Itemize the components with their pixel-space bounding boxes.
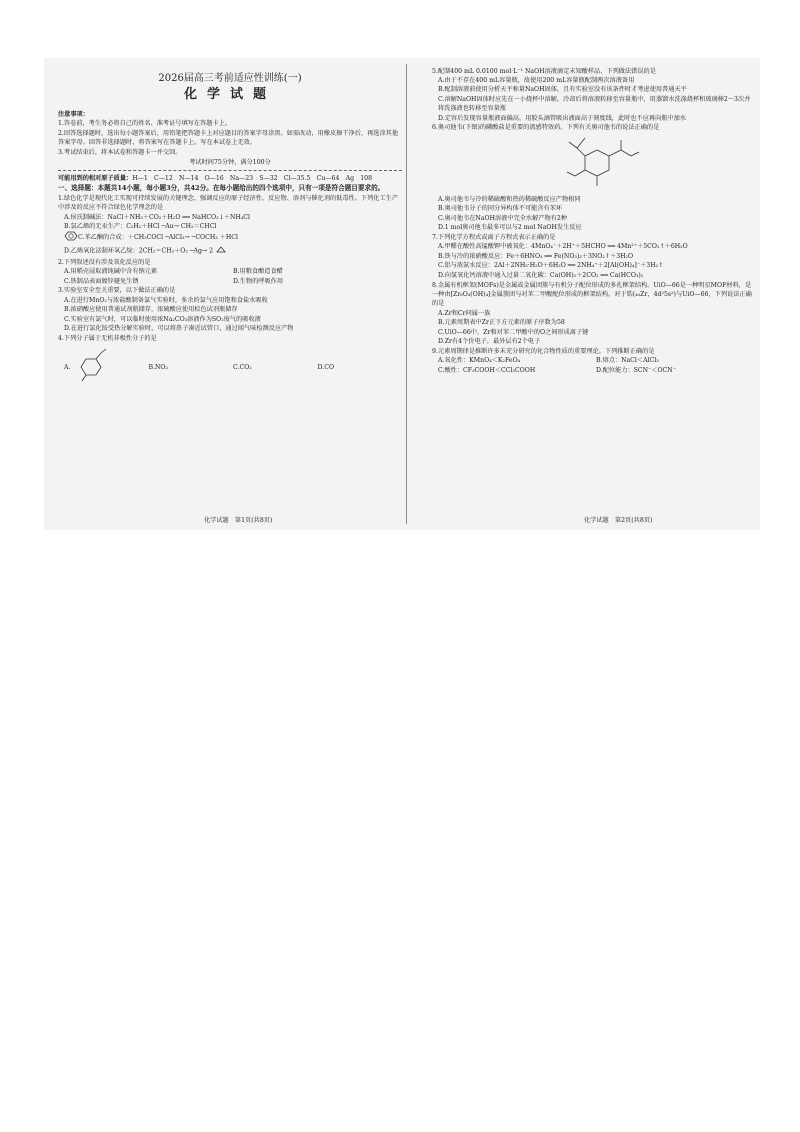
question-7-option-a: A.甲醛在酸性高锰酸钾中被氧化：4MnO₄⁻＋2H⁺＋5HCHO ══ 4Mn²⁺＋5CO₂↑＋6H₂O — [438, 243, 688, 251]
question-8-option-c: C.UiO—66中，Zr和对苯二甲酸中的O之间形成离子键 — [438, 328, 589, 336]
question-2-option-b: B.用粮食酿造食醋 — [233, 268, 283, 276]
page-1-column — [58, 66, 402, 391]
question-9-options-row-2 — [432, 366, 754, 375]
exam-sheet — [44, 58, 760, 530]
question-9-option-a: A.氧化性：KMnO₄＜K₂FeO₄ — [438, 357, 521, 365]
page-1-footer: 化学试题 第1页(共8页) — [204, 517, 273, 524]
question-2-options-row-1 — [58, 267, 402, 276]
question-1-option-b: B.氯乙烯的无汞生产：C₂H₂＋HCl ─Au→ CH₂＝CHCl — [64, 222, 217, 230]
question-3-option-b: B.浓硝酸应使用普通试剂瓶储存，浓硫酸应使用棕色试剂瓶储存 — [64, 306, 238, 314]
question-2-option-a: A.用稻壳浸取液纯碱中含有钠元素 — [64, 268, 158, 276]
question-8-option-d: D.Zr有4个价电子，最外层有2个电子 — [438, 337, 541, 345]
note-item: 2.回答选择题时，选出每小题答案后，用铅笔把答题卡上对应题目的答案字母涂黑。如需改动，用橡皮擦干净后，再选涂其他答案字母。回答非选择题时，将答案写在答题卡上，写在本试卷上无效。 — [58, 129, 399, 147]
question-9-option-b: B.熔点：NaCl＜AlCl₃ — [596, 357, 659, 365]
question-6-option-c: C.奥司他韦在NaOH溶液中完全水解产物有2种 — [438, 214, 567, 222]
question-7-stem: 7.下列化学方程式或离子方程式表示正确的是 — [432, 233, 556, 241]
question-3-option-d: D.在进行氯化铵受热分解实验时，可以将鼻子凑近试管口，通过闻气味检测反应产物 — [64, 325, 294, 333]
question-7-option-b: B.铁与冷的浓硝酸反应：Fe＋6HNO₃ ══ Fe(NO₃)₃＋3NO₂↑＋3H₂O — [438, 252, 634, 260]
question-6-option-d: D.1 mol奥司他韦最多可以与2 mol NaOH发生反应 — [438, 224, 582, 232]
question-9-stem: 9.元素周期律是推断许多未充分研究的化合物性质的重要理论。下列推断正确的是 — [432, 347, 655, 355]
question-8-option-b: B.元素周期表中Zr正下方元素的原子序数为58 — [438, 319, 565, 327]
option-c-text: C.苯乙酮的合成：＋CH₃COCl ─AlCl₃→ ─COCH₃ ＋HCl — [78, 234, 239, 242]
dashed-divider — [58, 170, 402, 171]
question-1-option-c — [58, 231, 402, 244]
question-2-option-c: C.铁制品表面镀锌避免生锈 — [64, 277, 139, 285]
question-9-option-d: D.配位能力：SCN⁻＜OCN⁻ — [596, 366, 676, 374]
note-item: 1.答卷前，考生务必将自己的姓名、准考证号填写在答题卡上。 — [58, 120, 231, 128]
question-9-options-row-1 — [432, 356, 754, 365]
question-8-stem: 8.金属有机框架(MOFs)是金属或金属团簇与有机分子配位形成的多孔框架结构。UiO—66是一种明星MOF材料，是一种由[Zr₆O₄(OH)₄]金属簇团与对苯二甲酸配位形成的框架结构。对于锆(₄₀Zr，4d²5s²)与UiO—66，下列说法正确的是 — [432, 281, 752, 308]
question-3-option-c: C.实验室有氯气时，可以临时使用浓Na₂CO₃溶液作为SO₂废气的吸收液 — [64, 315, 261, 323]
question-4-option-d: D.CO — [317, 364, 335, 372]
question-4-stem: 4.下列分子属于无机非极性分子的是 — [58, 334, 157, 342]
question-1-option-a: A.侯氏制碱法：NaCl＋NH₃＋CO₂＋H₂O ══ NaHCO₃↓＋NH₄Cl — [64, 213, 251, 221]
question-5-option-c: C.溶解NaOH固体时应先在一小烧杯中溶解，冷却后将溶液转移至容量瓶中，用蒸馏水洗涤烧杯和玻璃棒2～3次并将洗涤液也转移至容量瓶 — [438, 95, 751, 113]
question-1-stem: 1.绿色化学是现代化工实现可持续发展的关键理念，强调反应的原子经济性、反应物、溶剂与催化剂的低毒性。下列化工生产中涉及的反应不符合绿色化学理念的是 — [58, 194, 399, 212]
question-7-option-d: D.向氢氧化钙溶液中通入过量二氧化碳：Ca(OH)₂＋2CO₂ ══ Ca(HCO₃)₂ — [438, 271, 644, 279]
question-2-options-row-2 — [58, 277, 402, 286]
question-7-option-c: C.铝与浓氨水反应：2Al＋2NH₃·H₂O＋6H₂O ══ 2NH₄⁺＋2[Al(OH)₄]⁻＋3H₂↑ — [438, 262, 664, 270]
atomic-masses-values: H—1 C—12 N—14 O—16 Na—23 S—32 Cl—35.5 Cu—64 Ag 108 — [132, 175, 373, 183]
question-3-stem: 3.实验室安全至关重要，以下做法正确的是 — [58, 287, 176, 295]
question-5-stem: 5.配制400 mL 0.0100 mol·L⁻¹ NaOH溶液滴定未知酸样品，下列做法错误的是 — [432, 67, 656, 75]
oseltamivir-structure-icon — [432, 134, 754, 194]
exam-title: 2026届高三考前适应性训练(一) — [158, 73, 302, 84]
question-4-option-c: C.CO₂ — [233, 364, 252, 372]
question-9-option-c: C.酸性：CF₃COOH＜CCl₃COOH — [438, 366, 536, 374]
question-5-option-b: B.配制溶液前使用分析天平称量NaOH固体，且有实验室没有该条件时才考虑使用普通天平 — [438, 86, 687, 94]
question-3-option-a: A.在进行MnO₂与浓盐酸制备氯气实验时，多余的氯气应用饱和食盐水吸收 — [64, 296, 268, 304]
question-5-option-a: A.由于不存在400 mL容量瓶，故使用200 mL容量瓶配制两次溶液备用 — [438, 76, 635, 84]
exam-time-score: 考试时间75分钟，满分100分 — [189, 159, 271, 167]
question-6-option-a: A.奥司他韦与冷的稀硫酸和热的稀硫酸反应产物相同 — [438, 195, 581, 203]
page-divider — [406, 64, 407, 524]
atomic-masses — [58, 174, 402, 183]
page-2-column — [432, 66, 754, 375]
benzene-ring-icon — [64, 231, 78, 244]
section-1-heading: 一、选择题：本题共14小题，每小题3分，共42分。在每小题给出的四个选项中，只有一项是符合题目要求的。 — [58, 183, 385, 192]
question-2-option-d: D.生物的呼吸作用 — [233, 277, 284, 285]
dichloro-styrene-structure-icon — [72, 345, 112, 390]
atomic-masses-label: 可能用到的相对原子质量： — [58, 175, 133, 183]
question-4-option-a — [64, 345, 149, 390]
option-a-label: A. — [64, 364, 71, 372]
page-2-footer: 化学试题 第2页(共8页) — [584, 517, 653, 524]
note-item: 3.考试结束后，将本试卷和答题卡一并交回。 — [58, 148, 182, 156]
subject-title: 化学试题 — [183, 87, 276, 102]
question-6-stem: 6.奥司他韦(下图)的磷酸盐是重要的流感特效药。下列有关奥司他韦的说法正确的是 — [432, 124, 660, 132]
question-6-option-b: B.奥司他韦分子的同分异构体不可能含有苯环 — [438, 205, 563, 213]
question-2-stem: 2.下列叙述没有涉及氧化反应的是 — [58, 258, 151, 266]
question-5-option-d: D.定容后发现容量瓶液面偏高，用胶头滴管吸出液面高于刻度线，此时也不应再向瓶中加水 — [438, 114, 687, 122]
question-1-option-d — [58, 245, 402, 257]
question-8-option-a: A.Zr和Cr同属一族 — [438, 309, 491, 317]
notes-heading: 注意事项： — [58, 111, 89, 118]
epoxide-ring-icon — [215, 245, 227, 257]
question-4-option-b: B.NO₂ — [148, 364, 168, 372]
option-d-text: D.乙烯氧化法制环氧乙烷：2CH₂＝CH₂＋O₂ ─Ag→ 2 — [64, 247, 214, 255]
question-4-options — [58, 345, 402, 390]
